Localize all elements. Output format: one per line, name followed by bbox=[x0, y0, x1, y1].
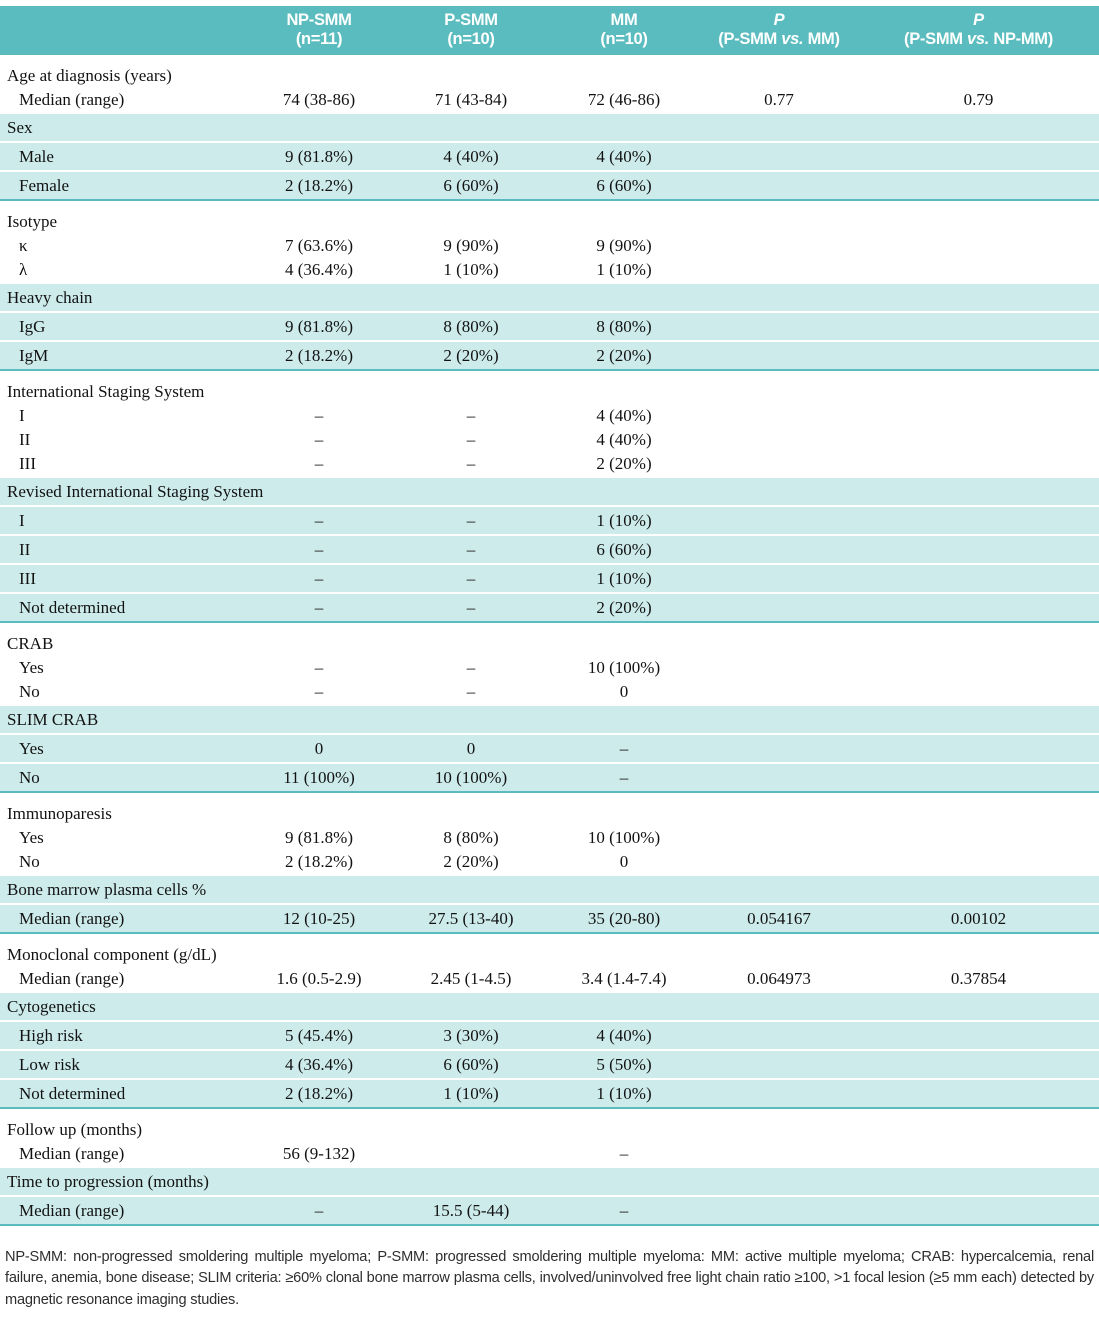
section-revised-international-staging-system bbox=[0, 478, 1099, 623]
cell-col1: – bbox=[314, 681, 324, 701]
cell-col1: 74 (38-86) bbox=[282, 89, 356, 109]
cell-col1: 2 (18.2%) bbox=[285, 176, 353, 195]
cell-col1: – bbox=[314, 1201, 324, 1220]
table-row-not-determined bbox=[0, 592, 1099, 621]
cell-col2: – bbox=[466, 453, 476, 473]
row-label: II bbox=[19, 540, 31, 559]
cell-col2: 3 (30%) bbox=[443, 1026, 499, 1045]
cell-col3: 6 (60%) bbox=[596, 176, 652, 195]
row-label: Median (range) bbox=[19, 909, 125, 928]
cell-col3: – bbox=[619, 768, 629, 787]
cell-col3: 35 (20-80) bbox=[587, 909, 661, 928]
table-row-female bbox=[0, 170, 1099, 199]
column-header-line2: (n=10) bbox=[600, 30, 648, 48]
section-title-row bbox=[0, 993, 1099, 1020]
cell-col1: – bbox=[314, 453, 324, 473]
row-label: I bbox=[19, 405, 25, 425]
section-heavy-chain bbox=[0, 284, 1099, 371]
table-row-no bbox=[0, 679, 1099, 703]
row-label: Median (range) bbox=[19, 968, 125, 988]
row-label: Median (range) bbox=[19, 1143, 125, 1163]
cell-col3: 2 (20%) bbox=[596, 453, 652, 473]
cell-col2: – bbox=[466, 405, 476, 425]
section-title: Isotype bbox=[7, 211, 58, 231]
cell-col3: – bbox=[619, 1201, 629, 1220]
column-header-p-p-smm-vs-np-mm bbox=[858, 11, 1099, 49]
cell-col3: 1 (10%) bbox=[596, 569, 652, 588]
column-header-line1: P-SMM bbox=[444, 11, 498, 29]
cell-col2: 0 bbox=[466, 739, 476, 758]
cell-col2: 2 (20%) bbox=[443, 851, 499, 871]
cell-col1: 9 (81.8%) bbox=[285, 317, 353, 336]
table-row-no bbox=[0, 762, 1099, 791]
cell-col1: 9 (81.8%) bbox=[285, 827, 353, 847]
section-follow-up-months bbox=[0, 1109, 1099, 1168]
table-row-iii bbox=[0, 451, 1099, 475]
row-label: No bbox=[19, 851, 40, 871]
table-row-median-range bbox=[0, 1195, 1099, 1224]
table-header-row bbox=[0, 6, 1099, 55]
section-bone-marrow-plasma-cells bbox=[0, 876, 1099, 934]
section-title-row bbox=[0, 942, 1099, 966]
cell-col1: – bbox=[314, 405, 324, 425]
section-crab bbox=[0, 623, 1099, 706]
section-title-row bbox=[0, 1117, 1099, 1141]
section-title: Bone marrow plasma cells % bbox=[7, 880, 207, 899]
section-age-at-diagnosis-years bbox=[0, 55, 1099, 114]
section-slim-crab bbox=[0, 706, 1099, 793]
cell-col1: – bbox=[314, 511, 324, 530]
column-header-line1: NP-SMM bbox=[286, 11, 352, 29]
row-label: No bbox=[19, 768, 40, 787]
row-label: Median (range) bbox=[19, 1201, 125, 1220]
row-label: Yes bbox=[19, 739, 44, 758]
section-isotype bbox=[0, 201, 1099, 284]
cell-col5: 0.00102 bbox=[950, 909, 1007, 928]
table-row-ii bbox=[0, 534, 1099, 563]
cell-col1: – bbox=[314, 569, 324, 588]
cell-col2: 27.5 (13-40) bbox=[428, 909, 514, 928]
cell-col3: 3.4 (1.4-7.4) bbox=[581, 968, 667, 988]
row-label: κ bbox=[19, 235, 28, 255]
section-title-row bbox=[0, 284, 1099, 311]
cell-col3: 0 bbox=[619, 681, 629, 701]
column-header-line1: P bbox=[973, 11, 984, 29]
cell-col1: 2 (18.2%) bbox=[285, 346, 353, 365]
section-title: SLIM CRAB bbox=[7, 710, 99, 729]
cell-col2: – bbox=[466, 429, 476, 449]
cell-col2: – bbox=[466, 598, 476, 617]
section-title-row bbox=[0, 209, 1099, 233]
row-label: Median (range) bbox=[19, 89, 125, 109]
cell-col2: – bbox=[466, 681, 476, 701]
section-title: Age at diagnosis (years) bbox=[7, 65, 172, 85]
row-label: Yes bbox=[19, 657, 44, 677]
cell-col2: 8 (80%) bbox=[443, 827, 499, 847]
cell-col3: 2 (20%) bbox=[596, 598, 652, 617]
cell-col2: 71 (43-84) bbox=[434, 89, 508, 109]
row-label: I bbox=[19, 511, 25, 530]
cell-col5: 0.37854 bbox=[950, 968, 1007, 988]
section-title: International Staging System bbox=[7, 381, 205, 401]
row-label: IgG bbox=[19, 317, 46, 336]
cell-col3: 1 (10%) bbox=[596, 1084, 652, 1103]
table-row-no bbox=[0, 849, 1099, 873]
cell-col3: 8 (80%) bbox=[596, 317, 652, 336]
cell-col3: 1 (10%) bbox=[596, 511, 652, 530]
table-body bbox=[0, 55, 1099, 1226]
cell-col5: 0.79 bbox=[963, 89, 994, 109]
cell-col2: 1 (10%) bbox=[443, 1084, 499, 1103]
section-title: Cytogenetics bbox=[7, 997, 96, 1016]
row-label: Male bbox=[19, 147, 54, 166]
column-header-line2: (n=11) bbox=[295, 30, 343, 48]
cell-col2: 8 (80%) bbox=[443, 317, 499, 336]
cell-col3: 2 (20%) bbox=[596, 346, 652, 365]
table-row-yes bbox=[0, 733, 1099, 762]
row-label: Female bbox=[19, 176, 70, 195]
row-label: IgM bbox=[19, 346, 49, 365]
section-cytogenetics bbox=[0, 993, 1099, 1109]
table-row-not-determined bbox=[0, 1078, 1099, 1107]
table-row-yes bbox=[0, 655, 1099, 679]
section-title: Monoclonal component (g/dL) bbox=[7, 944, 217, 964]
cell-col1: – bbox=[314, 540, 324, 559]
cell-col1: – bbox=[314, 429, 324, 449]
cell-col1: 2 (18.2%) bbox=[285, 1084, 353, 1103]
column-header-p-smm-1 bbox=[394, 11, 548, 49]
table-row-median-range bbox=[0, 903, 1099, 932]
cell-col1: – bbox=[314, 657, 324, 677]
table-row-iii bbox=[0, 563, 1099, 592]
section-title-row bbox=[0, 801, 1099, 825]
table-row-yes bbox=[0, 825, 1099, 849]
section-title-row bbox=[0, 876, 1099, 903]
column-header-line2: (n=10) bbox=[447, 30, 495, 48]
section-time-to-progression-months bbox=[0, 1168, 1099, 1226]
row-label: Not determined bbox=[19, 598, 126, 617]
row-label: Yes bbox=[19, 827, 44, 847]
cell-col2: – bbox=[466, 540, 476, 559]
table-row-igm bbox=[0, 340, 1099, 369]
section-title: CRAB bbox=[7, 633, 54, 653]
section-title: Immunoparesis bbox=[7, 803, 112, 823]
cell-col2: 2 (20%) bbox=[443, 346, 499, 365]
cell-col3: 6 (60%) bbox=[596, 540, 652, 559]
table-row-median-range bbox=[0, 87, 1099, 111]
table-row-ii bbox=[0, 427, 1099, 451]
row-label: High risk bbox=[19, 1026, 83, 1045]
section-title: Follow up (months) bbox=[7, 1119, 143, 1139]
section-title-row bbox=[0, 478, 1099, 505]
table-row-i bbox=[0, 403, 1099, 427]
cell-col3: 9 (90%) bbox=[596, 235, 652, 255]
column-header-mm-2 bbox=[548, 11, 700, 49]
cell-col3: 10 (100%) bbox=[587, 657, 661, 677]
column-header-line2: (P-SMM vs. NP-MM) bbox=[904, 30, 1053, 48]
row-label: III bbox=[19, 453, 36, 473]
cell-col2: – bbox=[466, 511, 476, 530]
column-header-line2: (P-SMM vs. MM) bbox=[718, 30, 840, 48]
cell-col2: 1 (10%) bbox=[443, 259, 499, 279]
section-title: Heavy chain bbox=[7, 288, 93, 307]
cell-col1: 56 (9-132) bbox=[282, 1143, 356, 1163]
section-title: Revised International Staging System bbox=[7, 482, 264, 501]
cell-col1: 12 (10-25) bbox=[282, 909, 356, 928]
cell-col1: 7 (63.6%) bbox=[285, 235, 353, 255]
cell-col3: 1 (10%) bbox=[596, 259, 652, 279]
cell-col3: – bbox=[619, 1143, 629, 1163]
cell-col2: – bbox=[466, 657, 476, 677]
table-row-item bbox=[0, 257, 1099, 281]
cell-col2: 6 (60%) bbox=[443, 176, 499, 195]
table-row-high-risk bbox=[0, 1020, 1099, 1049]
section-title-row bbox=[0, 379, 1099, 403]
row-label: λ bbox=[19, 259, 28, 279]
table-row-i bbox=[0, 505, 1099, 534]
cell-col3: 5 (50%) bbox=[596, 1055, 652, 1074]
cell-col3: 10 (100%) bbox=[587, 827, 661, 847]
column-header-line1: P bbox=[773, 11, 785, 29]
table-footnote: NP-SMM: non-progressed smoldering multiple myeloma; P-SMM: progressed smoldering multiple myeloma: MM: active multiple myeloma; CRAB: hypercalcemia, renal failure, anemia, bone disease; SLIM criteria: ≥60% clonal bone marrow plasma cells, involved/uninvolved free light chain ratio ≥100, >1 focal lesion (≥5 mm each) detected by magnetic resonance imaging studies. bbox=[5, 1248, 1094, 1308]
cell-col1: 2 (18.2%) bbox=[285, 851, 353, 871]
table-row-igg bbox=[0, 311, 1099, 340]
cell-col1: 4 (36.4%) bbox=[285, 1055, 353, 1074]
column-header-np-smm-0 bbox=[244, 11, 394, 49]
column-header-line1: MM bbox=[610, 11, 638, 29]
section-title: Sex bbox=[7, 118, 33, 137]
table-row-median-range bbox=[0, 1141, 1099, 1165]
cell-col4: 0.77 bbox=[764, 89, 794, 109]
cell-col2: 2.45 (1-4.5) bbox=[430, 968, 512, 988]
cell-col1: 1.6 (0.5-2.9) bbox=[276, 968, 362, 988]
section-title-row bbox=[0, 1168, 1099, 1195]
column-header-p-p-smm-vs-mm bbox=[700, 11, 858, 49]
cell-col1: 11 (100%) bbox=[283, 768, 355, 787]
table-row-low-risk bbox=[0, 1049, 1099, 1078]
cell-col1: 9 (81.8%) bbox=[285, 147, 353, 166]
table-row-item bbox=[0, 233, 1099, 257]
section-immunoparesis bbox=[0, 793, 1099, 876]
section-monoclonal-component-g-dl bbox=[0, 934, 1099, 993]
cell-col2: 4 (40%) bbox=[443, 147, 499, 166]
cell-col1: 5 (45.4%) bbox=[285, 1026, 353, 1045]
cell-col1: 0 bbox=[314, 739, 324, 758]
row-label: Low risk bbox=[19, 1055, 80, 1074]
section-sex bbox=[0, 114, 1099, 201]
cell-col3: 4 (40%) bbox=[596, 147, 652, 166]
cell-col2: 9 (90%) bbox=[443, 235, 499, 255]
cell-col4: 0.054167 bbox=[747, 909, 811, 928]
cell-col1: – bbox=[314, 598, 324, 617]
row-label: Not determined bbox=[19, 1084, 126, 1103]
table-row-median-range bbox=[0, 966, 1099, 990]
row-label: II bbox=[19, 429, 31, 449]
section-title: Time to progression (months) bbox=[7, 1172, 209, 1191]
cell-col1: 4 (36.4%) bbox=[285, 259, 353, 279]
cell-col2: 6 (60%) bbox=[443, 1055, 499, 1074]
cell-col2: 10 (100%) bbox=[434, 768, 508, 787]
section-title-row bbox=[0, 706, 1099, 733]
cell-col2: 15.5 (5-44) bbox=[432, 1201, 510, 1220]
cell-col3: 4 (40%) bbox=[596, 1026, 652, 1045]
cell-col4: 0.064973 bbox=[747, 968, 811, 988]
section-title-row bbox=[0, 114, 1099, 141]
row-label: No bbox=[19, 681, 40, 701]
cell-col3: – bbox=[619, 739, 629, 758]
cell-col3: 4 (40%) bbox=[596, 429, 652, 449]
section-international-staging-system bbox=[0, 371, 1099, 478]
cell-col3: 0 bbox=[619, 851, 629, 871]
section-title-row bbox=[0, 63, 1099, 87]
section-title-row bbox=[0, 631, 1099, 655]
table-row-male bbox=[0, 141, 1099, 170]
cell-col2: – bbox=[466, 569, 476, 588]
cell-col3: 4 (40%) bbox=[596, 405, 652, 425]
row-label: III bbox=[19, 569, 36, 588]
cell-col3: 72 (46-86) bbox=[587, 89, 661, 109]
